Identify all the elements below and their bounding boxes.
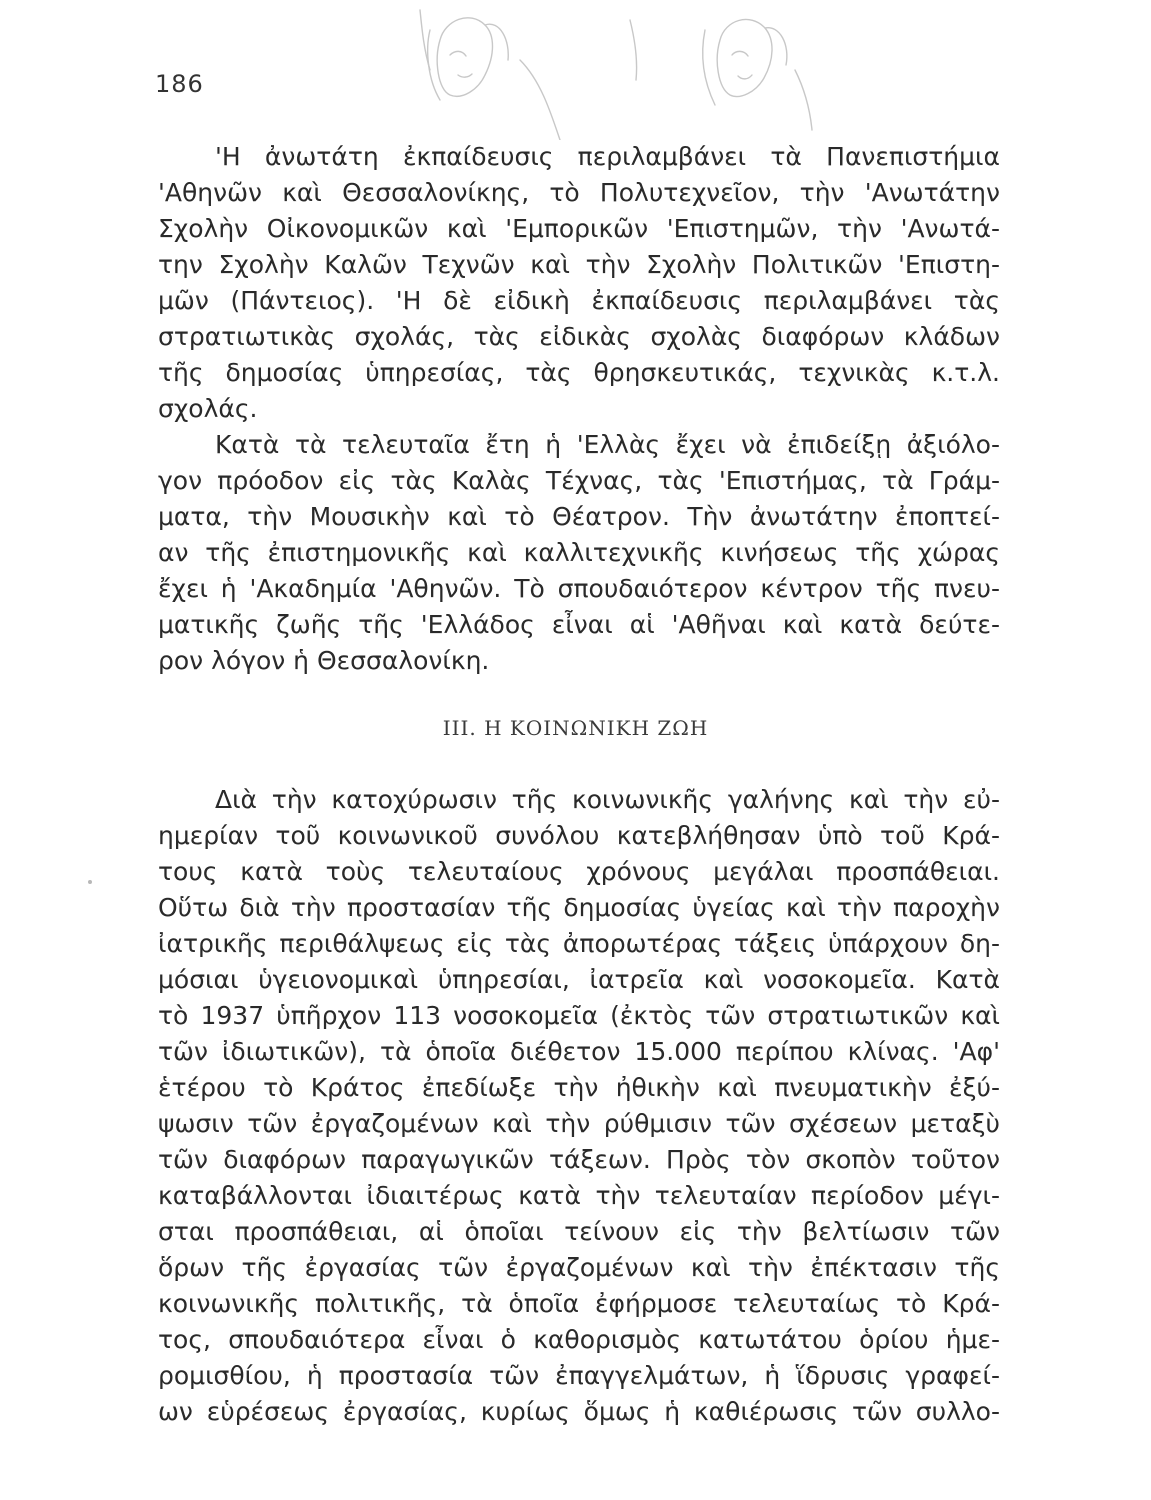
text-line: Οὕτω διὰ τὴν προστασίαν τῆς δημοσίας ὑγείας καὶ τὴν παροχὴν <box>158 893 1000 922</box>
paper-speck <box>88 880 92 884</box>
text-line: Διὰ τὴν κατοχύρωσιν τῆς κοινωνικῆς γαλήνης καὶ τὴν εὐ- <box>215 785 1000 814</box>
text-line: τὸ 1937 ὑπῆρχον 113 νοσοκομεῖα (ἐκτὸς τῶν στρατιωτικῶν καὶ <box>158 1001 1000 1030</box>
text-line: αν τῆς ἐπιστημονικῆς καὶ καλλιτεχνικῆς κινήσεως τῆς χώρας <box>158 538 1000 567</box>
text-line: στρατιωτικὰς σχολάς, τὰς εἰδικὰς σχολὰς διαφόρων κλάδων <box>158 322 1000 351</box>
page-number: 186 <box>155 70 204 98</box>
text-line: σχολάς. <box>158 394 258 423</box>
text-line: τῶν διαφόρων παραγωγικῶν τάξεων. Πρὸς τὸν σκοπὸν τοῦτον <box>158 1145 1000 1174</box>
text-line: τους κατὰ τοὺς τελευταίους χρόνους μεγάλαι προσπάθειαι. <box>158 857 1000 886</box>
text-line: τῆς δημοσίας ὑπηρεσίας, τὰς θρησκευτικάς, τεχνικὰς κ.τ.λ. <box>158 358 1000 387</box>
text-line: μόσιαι ὑγειονομικαὶ ὑπηρεσίαι, ἰατρεῖα καὶ νοσοκομεῖα. Κατὰ <box>158 965 1000 994</box>
text-line: καταβάλλονται ἰδιαιτέρως κατὰ τὴν τελευταίαν περίοδον μέγι- <box>158 1181 1000 1210</box>
text-line: Κατὰ τὰ τελευταῖα ἔτη ἡ 'Ελλὰς ἔχει νὰ ἐπιδείξῃ ἀξιόλο- <box>215 430 1000 459</box>
text-line: ρον λόγον ἡ Θεσσαλονίκη. <box>158 646 490 675</box>
text-line: ψωσιν τῶν ἐργαζομένων καὶ τὴν ρύθμισιν τῶν σχέσεων μεταξὺ <box>158 1109 1000 1138</box>
section-heading: III. Η ΚΟΙΝΩΝΙΚΗ ΖΩΗ <box>442 716 709 740</box>
text-line: γον πρόοδον εἰς τὰς Καλὰς Τέχνας, τὰς 'Επιστήμας, τὰ Γράμ- <box>158 466 1000 495</box>
text-line: τος, σπουδαιότερα εἶναι ὁ καθορισμὸς κατωτάτου ὁρίου ἡμε- <box>158 1325 1000 1354</box>
text-line: 'Η ἀνωτάτη ἐκπαίδευσις περιλαμβάνει τὰ Πανεπιστήμια <box>215 142 1000 171</box>
text-line: Σχολὴν Οἰκονομικῶν καὶ 'Εμπορικῶν 'Επιστημῶν, τὴν 'Ανωτά- <box>158 214 1000 243</box>
text-line: τῶν ἰδιωτικῶν), τὰ ὁποῖα διέθετον 15.000 περίπου κλίνας. 'Αφ' <box>158 1037 1000 1066</box>
text-line: ὅρων τῆς ἐργασίας τῶν ἐργαζομένων καὶ τὴν ἐπέκτασιν τῆς <box>158 1253 1000 1282</box>
pencil-sketch-faces <box>400 0 870 140</box>
text-line: ων εὑρέσεως ἐργασίας, κυρίως ὅμως ἡ καθιέρωσις τῶν συλλο- <box>158 1397 1000 1426</box>
text-line: σται προσπάθειαι, αἱ ὁποῖαι τείνουν εἰς τὴν βελτίωσιν τῶν <box>158 1217 1000 1246</box>
text-line: ημερίαν τοῦ κοινωνικοῦ συνόλου κατεβλήθησαν ὑπὸ τοῦ Κρά- <box>158 821 1000 850</box>
text-line: μῶν (Πάντειος). 'Η δὲ εἰδικὴ ἐκπαίδευσις περιλαμβάνει τὰς <box>158 286 1000 315</box>
text-line: ἑτέρου τὸ Κράτος ἐπεδίωξε τὴν ἠθικὴν καὶ πνευματικὴν ἐξύ- <box>158 1073 1000 1102</box>
text-line: ἔχει ἡ 'Ακαδημία 'Αθηνῶν. Τὸ σπουδαιότερον κέντρον τῆς πνευ- <box>158 574 1000 603</box>
text-line: ρομισθίου, ἡ προστασία τῶν ἐπαγγελμάτων, ἡ ἵδρυσις γραφεί- <box>158 1361 1000 1390</box>
text-line: ματικῆς ζωῆς τῆς 'Ελλάδος εἶναι αἱ 'Αθῆναι καὶ κατὰ δεύτε- <box>158 610 1000 639</box>
text-line: την Σχολὴν Καλῶν Τεχνῶν καὶ τὴν Σχολὴν Πολιτικῶν 'Επιστη- <box>158 250 1000 279</box>
text-line: ματα, τὴν Μουσικὴν καὶ τὸ Θέατρον. Τὴν ἀνωτάτην ἐποπτεί- <box>158 502 1000 531</box>
text-line: κοινωνικῆς πολιτικῆς, τὰ ὁποῖα ἐφήρμοσε τελευταίως τὸ Κρά- <box>158 1289 1000 1318</box>
text-line: ἰατρικῆς περιθάλψεως εἰς τὰς ἀπορωτέρας τάξεις ὑπάρχουν δη- <box>158 929 1000 958</box>
text-line: 'Αθηνῶν καὶ Θεσσαλονίκης, τὸ Πολυτεχνεῖον, τὴν 'Ανωτάτην <box>158 178 1000 207</box>
